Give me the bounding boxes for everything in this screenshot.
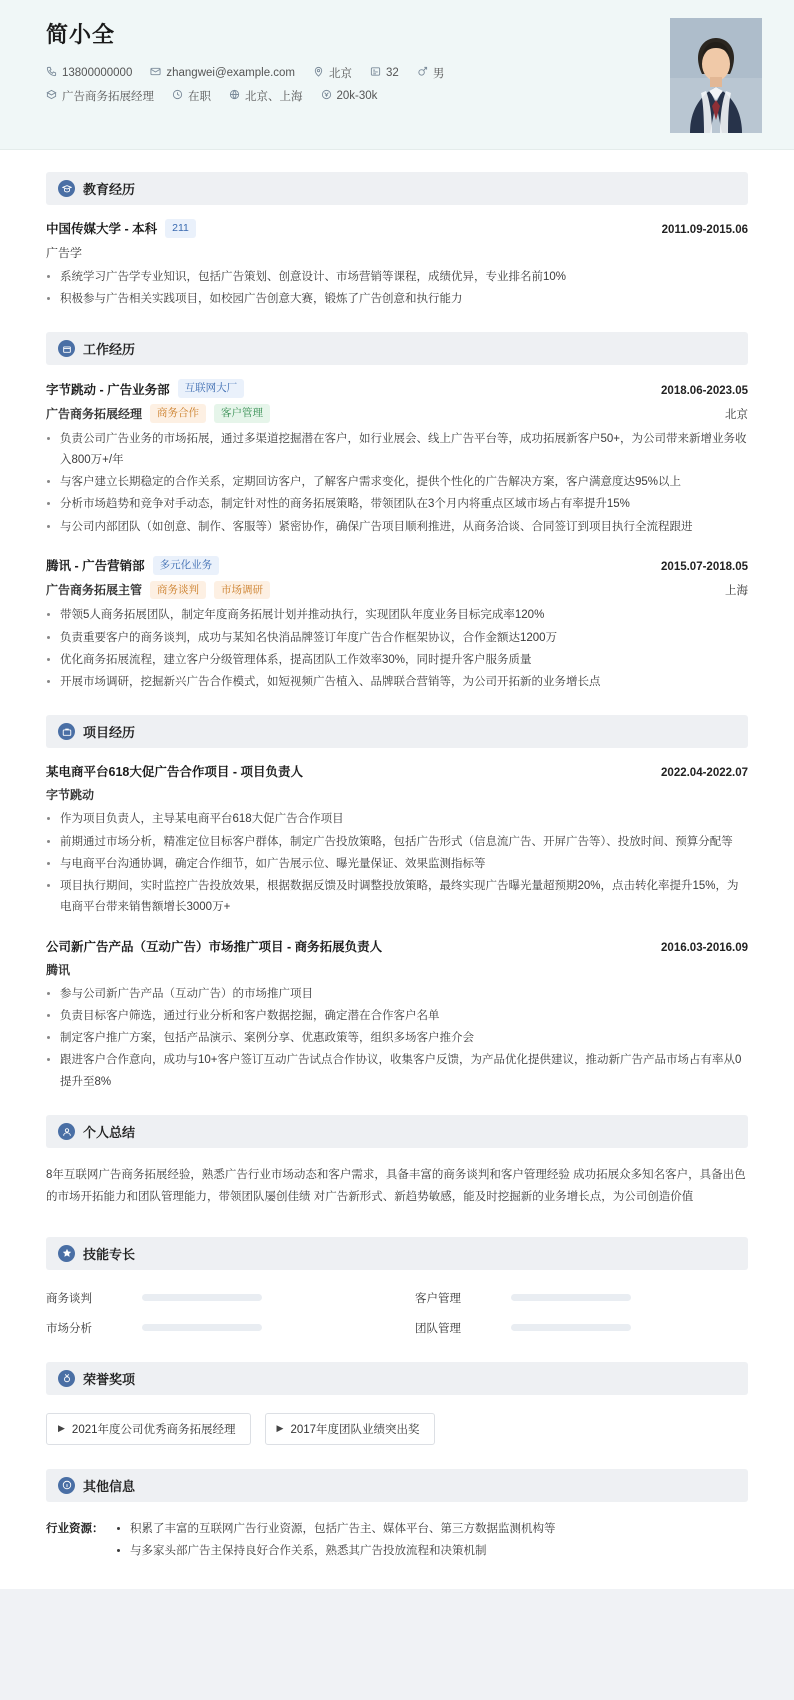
star-icon <box>58 1245 75 1262</box>
work-bullets <box>46 429 748 538</box>
section-projects <box>0 715 794 1093</box>
list-item: • 负责目标客户筛选，通过行业分析和客户数据挖掘，确定潜在合作客户名单 <box>60 1006 748 1027</box>
list-item: • 开展市场调研，挖掘新兴广告合作模式，如短视频广告植入、品牌联合营销等，为公司开拓新的业务增长点 <box>60 672 748 693</box>
skill-bar <box>511 1294 631 1301</box>
section-awards <box>0 1362 794 1447</box>
project-name: 某电商平台618大促广告合作项目 - 项目负责人 <box>46 765 303 780</box>
person-icon <box>58 1123 75 1140</box>
section-header-summary <box>46 1115 748 1148</box>
list-item: • 积极参与广告相关实践项目，如校园广告创意大赛，锻炼了广告创意和执行能力 <box>60 289 748 310</box>
work-place: 上海 <box>725 585 748 598</box>
briefcase-icon <box>46 89 62 103</box>
caret-right-icon: ▶ <box>58 1423 65 1434</box>
job-status <box>172 88 211 104</box>
work-entry-left <box>46 379 244 398</box>
summary-text: 8年互联网广告商务拓展经验，熟悉广告行业市场动态和客户需求，具备丰富的商务谈判和客户管理经验 成功拓展众多知名客户，具备出色的市场开拓能力和团队管理能力，带领团队屡创佳绩 对广告新形式、新趋势敏感，能及时挖掘新的业务增长点，为公司创造价值 <box>46 1169 746 1204</box>
project-bullets <box>46 809 748 918</box>
award-label: 2017年度团队业绩突出奖 <box>290 1423 420 1436</box>
list-item: • 系统学习广告学专业知识，包括广告策划、创意设计、市场营销等课程，成绩优异，专业排名前10% <box>60 267 748 288</box>
project-entry <box>46 762 748 918</box>
list-item: • 项目执行期间，实时监控广告投放效果，根据数据反馈及时调整投放策略，最终实现广告曝光量超预期20%，点击转化率提升15%，为电商平台带来销售额增长3000万+ <box>60 876 748 919</box>
project-org: 腾讯 <box>46 962 71 977</box>
project-date: 2016.03-2016.09 <box>661 941 748 954</box>
education-entry <box>46 219 748 310</box>
resume-header <box>0 0 794 150</box>
project-name: 公司新广告产品（互动广告）市场推广项目 - 商务拓展负责人 <box>46 939 383 954</box>
work-position-tag: 市场调研 <box>214 581 270 600</box>
list-item: • 制定客户推广方案，包括产品演示、案例分享、优惠政策等，组织多场客户推介会 <box>60 1028 748 1049</box>
header-left <box>46 18 670 111</box>
skill-bar <box>511 1324 631 1331</box>
contact-row <box>46 65 670 81</box>
section-summary <box>0 1115 794 1215</box>
graduation-icon <box>58 180 75 197</box>
other-info-list <box>116 1518 748 1563</box>
section-title-skills: 技能专长 <box>83 1246 136 1262</box>
job-row <box>46 88 670 104</box>
contact-gender-text: 男 <box>432 68 445 80</box>
contact-phone <box>46 66 132 80</box>
work-entry <box>46 556 748 693</box>
gender-icon <box>417 66 433 80</box>
section-title-other: 其他信息 <box>83 1478 136 1494</box>
work-position-row <box>46 404 748 423</box>
skill-name: 客户管理 <box>415 1292 461 1305</box>
work-bullets <box>46 605 748 693</box>
city-icon <box>229 89 245 103</box>
section-header-work <box>46 332 748 365</box>
work-position-left <box>46 581 270 600</box>
id-icon <box>370 66 386 80</box>
section-education <box>0 172 794 310</box>
salary-icon <box>321 89 337 103</box>
section-title-awards: 荣誉奖项 <box>83 1371 136 1387</box>
award-item[interactable] <box>265 1413 435 1445</box>
contact-email <box>150 66 295 80</box>
work-company-tag: 多元化业务 <box>153 556 220 575</box>
skill-bar <box>142 1294 262 1301</box>
list-item: • 积累了丰富的互联网广告行业资源，包括广告主、媒体平台、第三方数据监测机构等 <box>130 1518 748 1540</box>
education-entry-left <box>46 219 196 238</box>
work-position-tag: 商务谈判 <box>150 581 206 600</box>
work-position-tag: 客户管理 <box>214 404 270 423</box>
contact-phone-text: 13800000000 <box>62 67 133 79</box>
awards-list <box>46 1409 748 1447</box>
education-major: 广告学 <box>46 245 83 260</box>
list-item: • 作为项目负责人，主导某电商平台618大促广告合作项目 <box>60 809 748 830</box>
skill-item <box>415 1320 748 1336</box>
skill-name: 商务谈判 <box>46 1292 92 1305</box>
list-item: • 负责公司广告业务的市场拓展，通过多渠道挖掘潜在客户，如行业展会、线上广告平台等，成功拓展新客户50+，为公司带来新增业务收入800万+/年 <box>60 429 748 472</box>
list-item: • 跟进客户合作意向，成功与10+客户签订互动广告试点合作协议，收集客户反馈，为产品优化提供建议，推动新广告产品市场占有率从0提升至8% <box>60 1050 748 1093</box>
job-city <box>229 88 303 104</box>
list-item: • 与电商平台沟通协调，确定合作细节，如广告展示位、曝光量保证、效果监测指标等 <box>60 854 748 875</box>
list-item: • 参与公司新广告产品（互动广告）的市场推广项目 <box>60 984 748 1005</box>
location-icon <box>313 66 329 80</box>
project-bullets <box>46 984 748 1093</box>
list-item: • 与客户建立长期稳定的合作关系，定期回访客户，了解客户需求变化，提供个性化的广告解决方案，客户满意度达95%以上 <box>60 472 748 493</box>
section-other <box>0 1469 794 1563</box>
section-skills <box>0 1237 794 1340</box>
avatar <box>670 18 762 133</box>
skill-bar <box>142 1324 262 1331</box>
project-date: 2022.04-2022.07 <box>661 767 748 780</box>
section-title-projects: 项目经历 <box>83 725 136 741</box>
phone-icon <box>46 66 62 80</box>
job-salary-text: 20k-30k <box>336 90 378 102</box>
work-entry-left <box>46 556 219 575</box>
work-date: 2015.07-2018.05 <box>661 561 748 574</box>
section-title-work: 工作经历 <box>83 342 136 358</box>
skill-item <box>415 1290 748 1306</box>
project-entry-row <box>46 762 748 780</box>
building-icon <box>58 340 75 357</box>
education-bullets <box>46 267 748 311</box>
list-item: • 分析市场趋势和竞争对手动态，制定针对性的商务拓展策略，带领团队在3个月内将重点区域市场占有率提升15% <box>60 494 748 515</box>
job-title <box>46 88 154 104</box>
section-header-other <box>46 1469 748 1502</box>
list-item: • 优化商务拓展流程，建立客户分级管理体系，提高团队工作效率30%，同时提升客户服务质量 <box>60 650 748 671</box>
work-company: 腾讯 - 广告营销部 <box>46 559 145 574</box>
project-entry <box>46 937 748 1093</box>
work-position-row <box>46 581 748 600</box>
work-entry <box>46 379 748 538</box>
info-icon <box>58 1477 75 1494</box>
list-item: • 前期通过市场分析，精准定位目标客户群体，制定广告投放策略，包括广告形式（信息流广告、开屏广告等）、投放时间、预算分配等 <box>60 832 748 853</box>
project-entry-row <box>46 937 748 955</box>
section-header-awards <box>46 1362 748 1395</box>
list-item: • 与公司内部团队（如创意、制作、客服等）紧密协作，确保广告项目顺利推进，从商务洽谈、合同签订到项目执行全流程跟进 <box>60 517 748 538</box>
job-salary <box>321 89 378 103</box>
work-position-tag: 商务合作 <box>150 404 206 423</box>
award-label: 2021年度公司优秀商务拓展经理 <box>71 1423 236 1436</box>
skill-item <box>46 1290 379 1306</box>
contact-email-text: zhangwei@example.com <box>166 67 296 79</box>
list-item: • 与多家头部广告主保持良好合作关系，熟悉其广告投放流程和决策机制 <box>130 1540 748 1562</box>
skills-grid <box>46 1284 748 1340</box>
work-entry-row <box>46 379 748 398</box>
project-icon <box>58 723 75 740</box>
section-header-skills <box>46 1237 748 1270</box>
caret-right-icon: ▶ <box>276 1423 284 1434</box>
section-work <box>0 332 794 693</box>
work-position: 广告商务拓展主管 <box>46 583 143 598</box>
other-info-label: 行业资源： <box>46 1522 104 1535</box>
section-header-education <box>46 172 748 205</box>
job-title-text: 广告商务拓展经理 <box>62 91 154 103</box>
education-school: 中国传媒大学 - 本科 <box>46 222 158 237</box>
skill-name: 市场分析 <box>46 1322 92 1335</box>
contact-age <box>370 66 399 80</box>
skill-name: 团队管理 <box>415 1322 461 1335</box>
work-position-left <box>46 404 270 423</box>
other-info-body <box>116 1518 748 1563</box>
skill-item <box>46 1320 379 1336</box>
work-place: 北京 <box>725 408 748 421</box>
award-item[interactable] <box>46 1413 251 1445</box>
section-title-education: 教育经历 <box>83 182 136 197</box>
work-company: 字节跳动 - 广告业务部 <box>46 382 170 397</box>
work-entry-row <box>46 556 748 575</box>
project-org: 字节跳动 <box>46 788 95 803</box>
job-city-text: 北京、上海 <box>245 91 303 103</box>
bottom-spacer <box>0 1563 794 1589</box>
contact-location-text: 北京 <box>329 68 353 80</box>
contact-gender <box>417 65 445 81</box>
work-company-tag: 互联网大厂 <box>178 379 245 398</box>
education-tag: 211 <box>165 219 196 238</box>
page-title: 简小全 <box>46 22 116 47</box>
contact-location <box>313 65 352 81</box>
section-title-summary: 个人总结 <box>83 1125 136 1141</box>
work-position: 广告商务拓展经理 <box>46 406 143 421</box>
section-header-projects <box>46 715 748 748</box>
mail-icon <box>150 66 166 80</box>
list-item: • 带领5人商务拓展团队，制定年度商务拓展计划并推动执行，实现团队年度业务目标完成率120% <box>60 605 748 626</box>
education-date: 2011.09-2015.06 <box>661 224 748 237</box>
contact-age-text: 32 <box>386 67 399 79</box>
other-info-row <box>46 1516 748 1563</box>
work-date: 2018.06-2023.05 <box>661 384 748 397</box>
job-status-text: 在职 <box>188 91 211 103</box>
list-item: • 负责重要客户的商务谈判，成功与某知名快消品牌签订年度广告合作框架协议，合作金额达1200万 <box>60 628 748 649</box>
education-entry-row <box>46 219 748 238</box>
medal-icon <box>58 1370 75 1387</box>
status-icon <box>172 89 188 103</box>
